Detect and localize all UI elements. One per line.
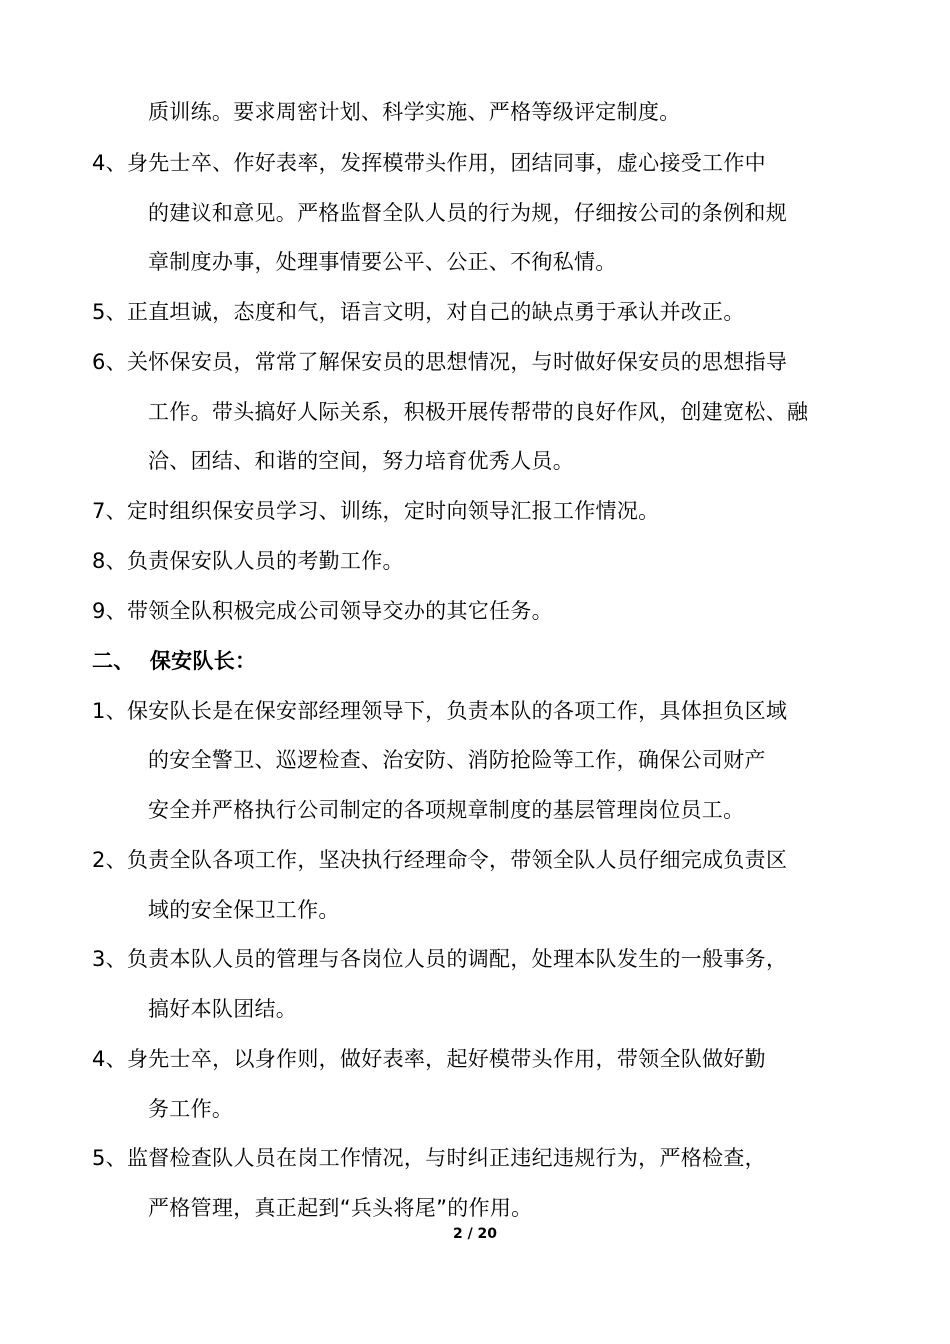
text-line: 章制度办事，处理事情要公平、公正、不徇私情。 [148,250,617,274]
list-item: 1、保安队长是在保安部经理领导下，负责本队的各项工作，具体担负区域 [92,699,788,723]
text-line: 洽、团结、和谐的空间，努力培育优秀人员。 [148,449,574,473]
text-line: 务工作。 [148,1097,234,1121]
list-item: 3、负责本队人员的管理与各岗位人员的调配，处理本队发生的一般事务， [92,947,788,971]
list-item: 4、身先士卒，以身作则，做好表率，起好模带头作用，带领全队做好勤 [92,1047,766,1071]
text-line: 域的安全保卫工作。 [148,898,340,922]
list-item: 7、定时组织保安员学习、训练，定时向领导汇报工作情况。 [92,499,660,523]
list-item: 6、关怀保安员，常常了解保安员的思想情况，与时做好保安员的思想指导 [92,350,788,374]
list-item: 5、正直坦诚，态度和气，语言文明，对自己的缺点勇于承认并改正。 [92,300,745,324]
text-line: 的安全警卫、巡逻检查、治安防、消防抢险等工作，确保公司财产 [148,748,766,772]
text-line: 工作。带头搞好人际关系，积极开展传帮带的良好作风，创建宽松、融 [148,400,809,424]
text-line: 安全并严格执行公司制定的各项规章制度的基层管理岗位员工。 [148,798,745,822]
page-number: 2 / 20 [452,1226,498,1242]
text-line: 严格管理，真正起到“兵头将尾”的作用。 [148,1196,533,1220]
text-line: 质训练。要求周密计划、科学实施、严格等级评定制度。 [148,100,681,124]
text-line: 搞好本队团结。 [148,997,298,1021]
list-item: 4、身先士卒、作好表率，发挥模带头作用，团结同事，虚心接受工作中 [92,151,766,175]
list-item: 2、负责全队各项工作，坚决执行经理命令，带领全队人员仔细完成负责区 [92,848,788,872]
list-item: 5、监督检查队人员在岗工作情况，与时纠正违纪违规行为，严格检查， [92,1146,766,1170]
list-item: 9、带领全队积极完成公司领导交办的其它任务。 [92,599,553,623]
section-heading: 二、 保安队长： [92,649,257,673]
list-item: 8、负责保安队人员的考勤工作。 [92,549,404,573]
text-line: 的建议和意见。严格监督全队人员的行为规，仔细按公司的条例和规 [148,201,787,225]
